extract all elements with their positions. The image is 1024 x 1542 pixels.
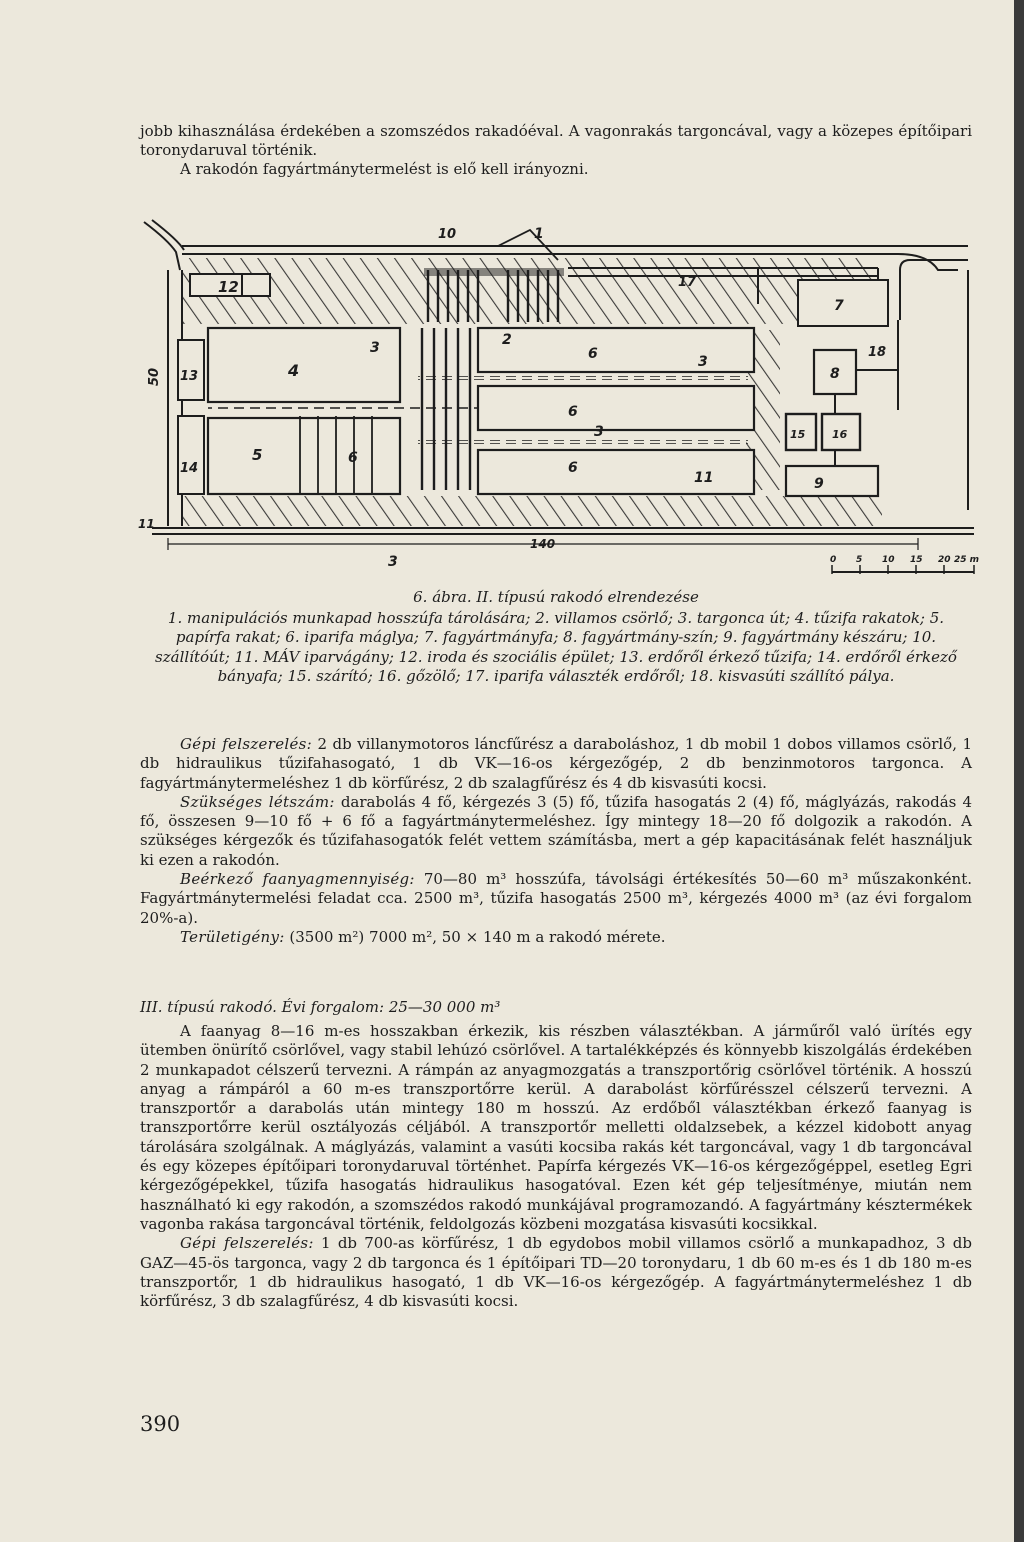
page-number: 390	[140, 1412, 181, 1436]
label-50: 50	[147, 367, 162, 386]
scale-bar	[830, 555, 979, 574]
label-10: 10	[438, 227, 457, 242]
intro-paragraph-2: A rakodón fagyártmánytermelést is elő kell irányozni.	[180, 160, 589, 178]
site-layout-diagram	[138, 210, 980, 578]
paragraph-staffing	[140, 793, 972, 870]
label-incoming: Beérkező faanyagmennyiség:	[180, 870, 415, 889]
section-heading: III. típusú rakodó. Évi forgalom: 25—30 000 m³	[140, 998, 501, 1016]
intro-paragraph-1: jobb kihasználása érdekében a szomszédos rakadóéval. A vagonrakás targoncával, vagy a közepes építőipari toronydaruval történik.	[140, 122, 972, 159]
label-11b: 11	[138, 517, 155, 531]
text-incoming: 70—80 m³ hosszúfa, távolsági értékesítés 50—60 m³ műszakonként. Fagyártmánytermelési feladat cca. 2500 m³, tűzifa hasogatás 2500 m³, kérgezés 4000 m³ (az évi forgalom 20%-a).	[140, 870, 972, 927]
track-dashed-2	[418, 376, 748, 380]
scale-15: 15	[910, 555, 923, 565]
type3-section	[140, 1022, 972, 1311]
label-140: 140	[530, 537, 556, 551]
track-dashed-3	[418, 440, 748, 444]
paragraph-type3-desc	[140, 1022, 972, 1234]
banyafa-arrival	[178, 416, 204, 494]
caption-title: 6. ábra. II. típusú rakodó elrendezése	[413, 588, 699, 606]
label-11a: 11	[694, 470, 714, 486]
scale-20: 20	[938, 555, 951, 565]
figure-caption	[140, 588, 972, 686]
label-3b: 3	[698, 354, 708, 370]
label-area: Területigény:	[180, 927, 285, 946]
intro-text	[140, 122, 972, 179]
hatched-strip-bottom	[182, 496, 882, 526]
gantry-beam	[424, 268, 564, 276]
text-equipment: 2 db villanymotoros láncfűrész a daraboláshoz, 1 db mobil 1 dobos villamos csörlő, 1 db hidraulikus tűzifahasogató, 1 db VK—16-os kérgezőgép, 2 db benzinmotoros targonca. A fagyártmánytermeléshez 1 db körfűrész, 2 db szalagfűrész és 4 db kisvasúti kocsi.	[140, 735, 972, 792]
finished-goods	[786, 466, 878, 496]
text-area: (3500 m²) 7000 m², 50 × 140 m a rakodó mérete.	[284, 927, 666, 946]
label-15: 15	[790, 428, 806, 441]
text-type3-equipment: 1 db 700-as körfűrész, 1 db egydobos mobil villamos csörlő a munkapadhoz, 3 db GAZ—45-ös targonca, vagy 2 db targonca és 1 építőipari TD—20 toronydaru, 1 db 60 m-es és 1 db 180 m-es transzportőr, 1 db hidraulikus hasogató, 1 db VK—16-os kérgezőgép. A fagyártmánytermeléshez 1 db körfűrész, 3 db szalagfűrész, 4 db kisvasúti kocsi.	[140, 1234, 972, 1311]
paragraph-area	[140, 928, 972, 947]
label-1: 1	[534, 226, 544, 242]
paragraph-equipment	[140, 735, 972, 793]
scale-25: 25 m	[954, 555, 980, 565]
label-6a: 6	[348, 450, 358, 466]
label-6c: 6	[568, 404, 578, 420]
label-16: 16	[832, 428, 848, 441]
scan-edge	[1014, 0, 1024, 1542]
label-staffing: Szükséges létszám:	[180, 792, 335, 811]
paragraph-type3-equipment	[140, 1234, 972, 1311]
label-14: 14	[180, 461, 199, 476]
label-5: 5	[252, 446, 263, 464]
label-8: 8	[830, 366, 840, 382]
scale-0: 0	[830, 555, 837, 565]
scale-5: 5	[856, 555, 863, 565]
scale-10: 10	[882, 555, 895, 565]
label-6b: 6	[588, 346, 598, 362]
caption-legend: 1. manipulációs munkapad hosszúfa tárolására; 2. villamos csörlő; 3. targonca út; 4. tűzifa rakatok; 5. papírfa rakat; 6. iparifa máglya; 7. fagyártmányfa; 8. fagyártmány-szín; 9. fagyártmány készáru; 10. szállítóút; 11. MÁV iparvágány; 12. iroda és szociális épület; 13. erdőről érkező tűzifa; 14. erdőről érkező bányafa; 15. szárító; 16. gőzölő; 17. iparifa választék erdőről; 18. kisvasúti szállító pálya.	[155, 609, 957, 685]
label-3c: 3	[594, 424, 604, 440]
label-6d: 6	[568, 460, 578, 476]
paragraph-incoming	[140, 870, 972, 928]
label-17: 17	[678, 275, 697, 290]
label-13: 13	[180, 369, 199, 384]
equipment-section	[140, 735, 972, 947]
label-equipment: Gépi felszerelés:	[180, 735, 312, 753]
label-12: 12	[218, 278, 239, 296]
label-7: 7	[834, 298, 844, 314]
text-type3-desc: A faanyag 8—16 m-es hosszakban érkezik, kis részben választékban. A járműről való ürítés egy ütemben önürítő csörlővel, vagy stabil lehúzó csörlővel. A tartalékképzés és könnyebb kiszolgálás érdekében 2 munkapadot célszerű tervezni. A rámpán az anyagmozgatás a transzportőrig csörlővel történik. A hosszú anyag a rámpáról a 60 m-es transzportőrre kerül. A darabolást körfűrésszel célszerű tervezni. A transzportőr a darabolás után mintegy 180 m hosszú. Az erdőből választékban érkező faanyag is transzportőrre kerül osztályozás céljából. A transzportőr melletti oldalzsebek, a kézzel kidobott anyag tárolására szolgálnak. A máglyázás, valamint a vasúti kocsiba rakás két targoncával, vagy 1 db targoncával és egy közepes építőipari toronydaruval történhet. Papírfa kérgezés VK—16-os kérgezőgéppel, esetleg Egri kérgezőgépekkel, tűzifa hasogatás hidraulikus hasogatóval. Ezen két gép teljesítménye, miután nem használható ki egy rakodón, a szomszédos rakodó munkájával programozandó. A fagyártmány késztermékek vagonba rakása targoncával történik, feldolgozás közbeni mozgatása kisvasúti kocsikkal.	[140, 1022, 972, 1233]
label-3a: 3	[370, 340, 380, 356]
label-type3-equipment: Gépi felszerelés:	[180, 1234, 314, 1253]
industrial-timber-pile-2	[478, 386, 754, 430]
industrial-timber-pile-1	[478, 328, 754, 372]
label-3d: 3	[388, 554, 398, 570]
label-2: 2	[502, 332, 512, 348]
label-18: 18	[868, 345, 887, 360]
label-4: 4	[288, 361, 300, 380]
label-9: 9	[814, 476, 824, 492]
text-staffing: darabolás 4 fő, kérgezés 3 (5) fő, tűzifa hasogatás 2 (4) fő, máglyázás, rakodás 4 fő, összesen 9—10 fő + 6 fő a fagyártmánytermeléshez. Így mintegy 18—20 fő dolgozik a rakodón. A szükséges kérgezők és tűzifahasogatók felét vettem számításba, mert a gép kapacitásának felét használjuk ki ezen a rakodón.	[140, 792, 973, 869]
